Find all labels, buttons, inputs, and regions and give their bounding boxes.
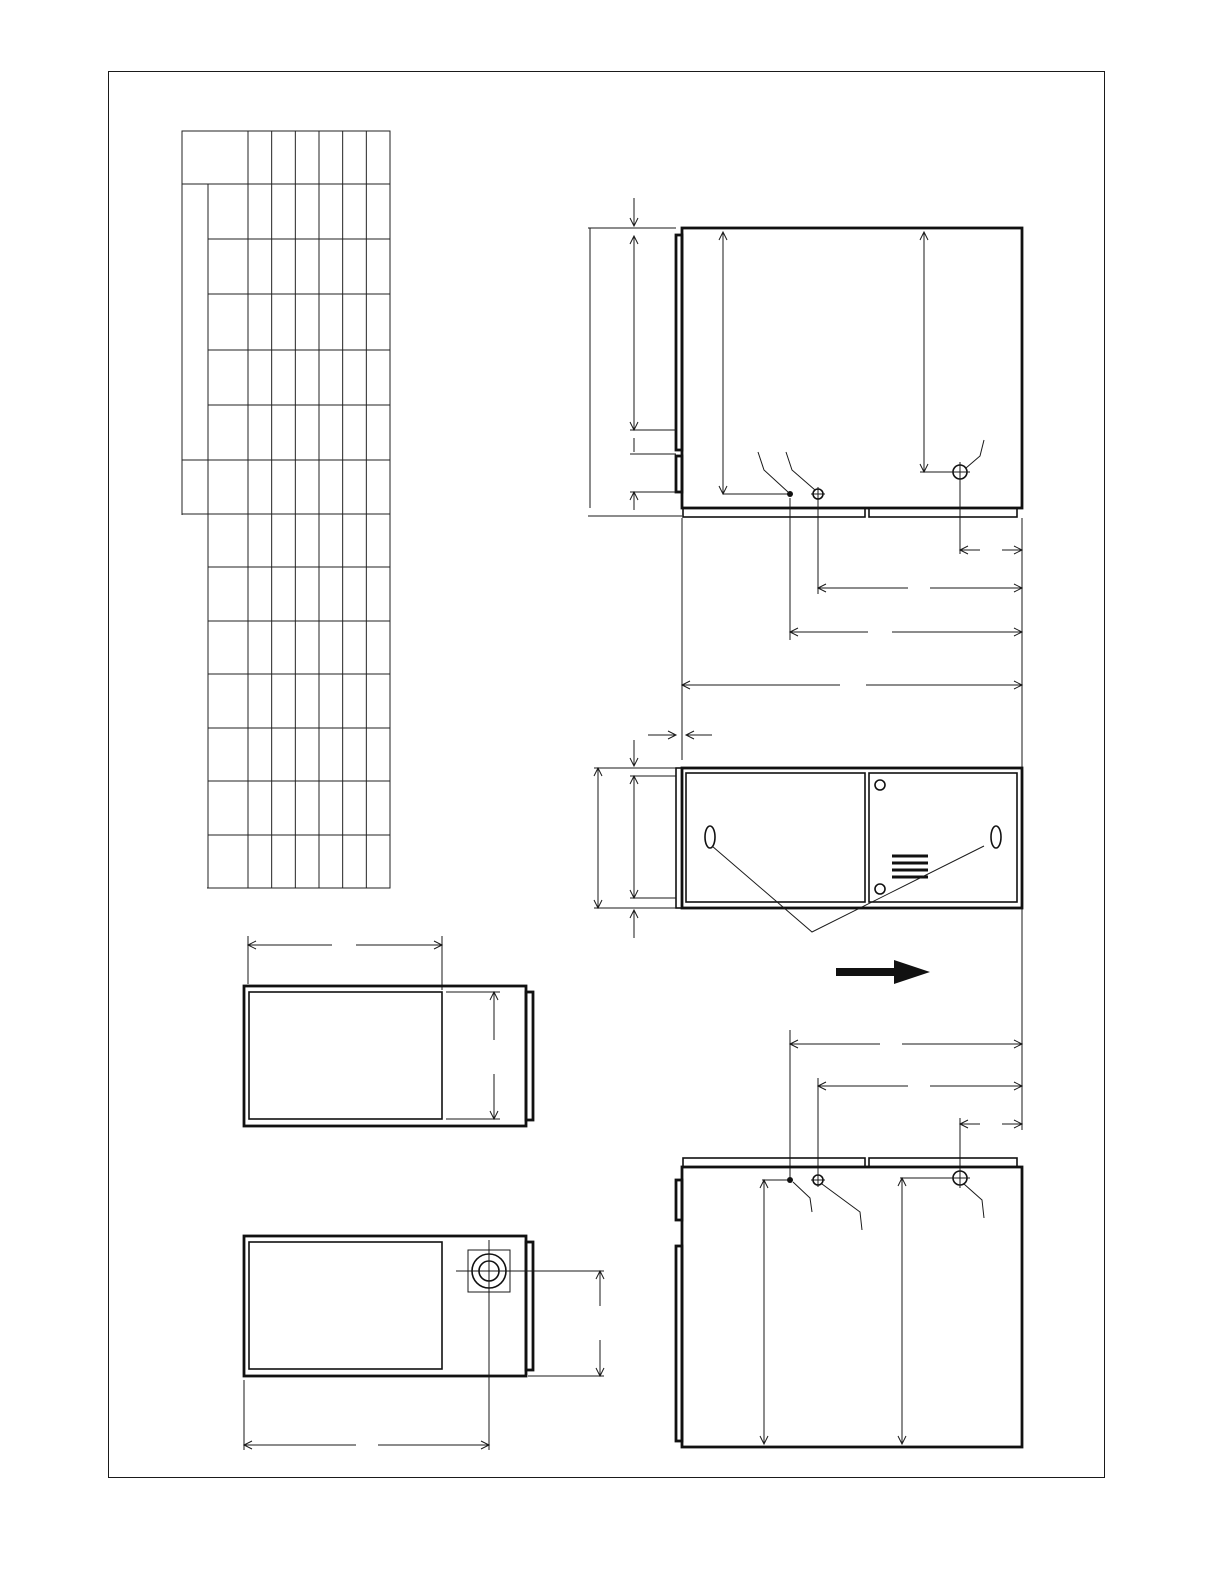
coil-panel (686, 773, 865, 902)
table-cutout (181, 515, 207, 891)
leader-line (966, 440, 984, 468)
top-view-body (682, 228, 1022, 508)
right-end-opening (249, 1242, 442, 1369)
bottom-view (676, 1030, 1022, 1447)
right-end-body (244, 1236, 526, 1376)
panel-fastener-icon (875, 884, 885, 894)
leader-line (822, 1184, 862, 1230)
right-end-flange (526, 1242, 533, 1370)
service-panel (869, 773, 1017, 902)
knockout-icon (705, 826, 715, 848)
leader-line (786, 452, 815, 490)
panel-fastener-icon (875, 780, 885, 790)
left-end-opening (249, 992, 442, 1119)
left-end-body (244, 986, 526, 1126)
bottom-view-flange-upper (676, 1180, 682, 1220)
knockout-icon (991, 826, 1001, 848)
leader-line (712, 846, 984, 932)
leader-line (964, 1184, 984, 1218)
bottom-view-body (682, 1167, 1022, 1447)
specification-table (181, 131, 390, 891)
right-end-view (244, 1236, 604, 1450)
front-view (594, 731, 1022, 938)
arrow-right-icon (836, 960, 930, 984)
left-end-view (244, 936, 533, 1126)
bottom-view-flange-lower (676, 1246, 682, 1441)
leader-line (758, 452, 788, 492)
top-view-flange-lower (676, 456, 682, 492)
front-view-body (682, 768, 1022, 908)
leader-line (793, 1182, 812, 1212)
drain-connection-icon (787, 1177, 793, 1183)
top-view-flange-upper (676, 235, 682, 450)
top-view (588, 198, 1022, 1130)
left-end-flange (526, 992, 533, 1120)
table-frame (182, 131, 390, 888)
